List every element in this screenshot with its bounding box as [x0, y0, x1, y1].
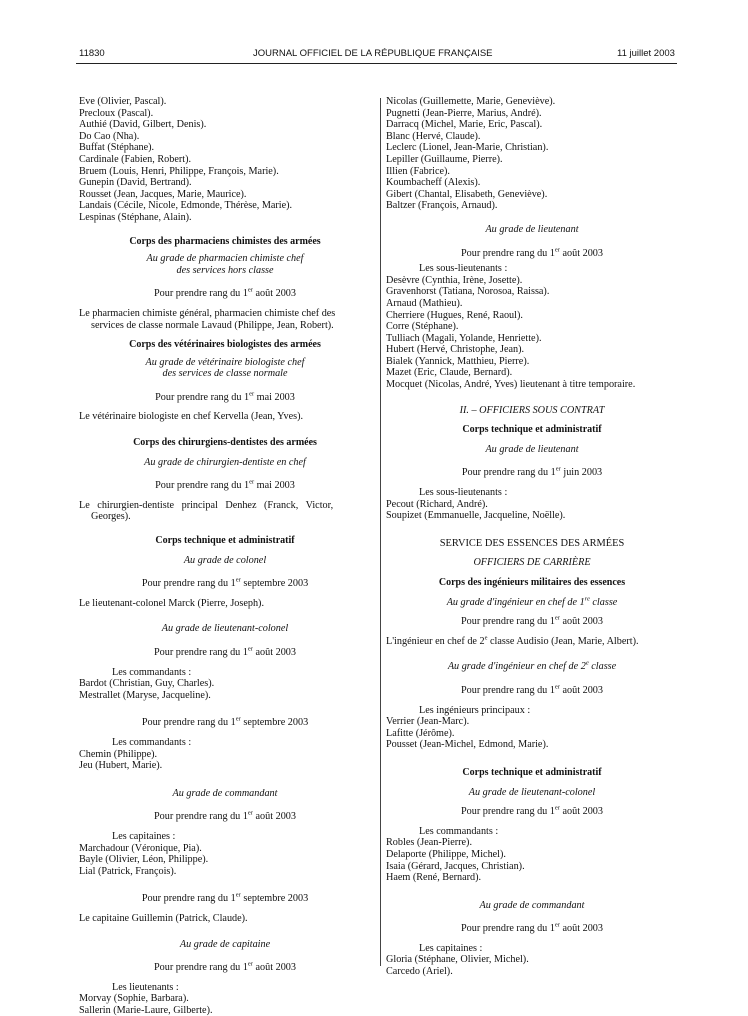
left-column [79, 96, 371, 1016]
decision-text [79, 308, 371, 331]
list-item: Blanc (Hervé, Claude). [386, 130, 481, 142]
group-label: Les commandants : [112, 666, 192, 678]
rank-date: Pour prendre rang du 1er août 2003 [153, 809, 296, 823]
rank-date: Pour prendre rang du 1er septembre 2003 [141, 891, 309, 905]
list-item: Pugnetti (Jean-Pierre, Marius, André). [386, 107, 542, 119]
rank-date: Pour prendre rang du 1er septembre 2003 [141, 715, 309, 729]
section-heading: Corps des chirurgiens-dentistes des armées [133, 437, 317, 449]
list-item: Lafitte (Jérôme). [386, 727, 455, 739]
decision-text: Le vétérinaire biologiste en chef Kervella (Jean, Yves). [79, 411, 304, 423]
list-item: Darracq (Michel, Marie, Eric, Pascal). [386, 119, 543, 131]
decision-text: Le lieutenant-colonel Marck (Pierre, Joseph). [79, 597, 265, 609]
list-item: Gibert (Chantal, Elisabeth, Geneviève). [386, 188, 548, 200]
rank-date: Pour prendre rang du 1er août 2003 [153, 286, 296, 300]
grade-heading: Au grade d'ingénieur en chef de 1re classe [446, 595, 618, 608]
page-header [0, 48, 748, 62]
name-list [79, 749, 371, 772]
list-item: Isaia (Gérard, Jacques, Christian). [386, 860, 525, 872]
grade-heading: Au grade de commandant [479, 899, 585, 911]
list-item: Bayle (Olivier, Léon, Philippe). [79, 854, 209, 866]
list-item: Bardot (Christian, Guy, Charles). [79, 678, 215, 690]
name-list [79, 843, 371, 878]
list-item: Carcedo (Ariel). [386, 966, 453, 978]
list-item: Mocquet (Nicolas, André, Yves) lieutenant à titre temporaire. [386, 379, 636, 391]
text-line: Le pharmacien chimiste général, pharmacien chimiste chef des [79, 307, 336, 319]
rank-date: Pour prendre rang du 1er août 2003 [460, 921, 603, 935]
grade-heading: Au grade de capitaine [179, 938, 271, 950]
list-item: Pecout (Richard, André). [386, 498, 488, 510]
rank-date: Pour prendre rang du 1er septembre 2003 [141, 576, 309, 590]
list-item: Gunepin (David, Bertrand). [79, 177, 192, 189]
list-item: Illien (Fabrice). [386, 165, 450, 177]
officers-heading: OFFICIERS DE CARRIÈRE [473, 557, 591, 569]
section-heading: Corps technique et administratif [462, 424, 602, 436]
grade-line: des services de classe normale [162, 368, 288, 380]
list-item: Tulliach (Magali, Yolande, Henriette). [386, 332, 542, 344]
right-column [386, 96, 678, 978]
text-line: Le chirurgien-dentiste principal Denhez (Franck, Victor, [79, 499, 334, 511]
rank-date: Pour prendre rang du 1er mai 2003 [155, 390, 295, 403]
section-heading: Corps des ingénieurs militaires des essences [438, 577, 626, 588]
list-item: Cardinale (Fabien, Robert). [79, 153, 192, 165]
list-item: Corre (Stéphane). [386, 321, 459, 333]
list-item: Do Cao (Nha). [79, 130, 140, 142]
grade-heading: Au grade de lieutenant-colonel [161, 623, 289, 635]
name-list [386, 716, 678, 751]
name-list [386, 275, 678, 391]
list-item: Sallerin (Marie-Laure, Gilberte). [79, 1004, 213, 1016]
grade-line: des services hors classe [176, 264, 274, 276]
name-list [386, 96, 678, 212]
rank-date: Pour prendre rang du 1er août 2003 [460, 614, 603, 628]
list-item: Lial (Patrick, François). [79, 865, 177, 877]
grade-line: Au grade de pharmacien chimiste chef [146, 253, 304, 265]
group-label: Les commandants : [419, 825, 499, 837]
group-label: Les commandants : [112, 736, 192, 748]
rank-date: Pour prendre rang du 1er août 2003 [153, 645, 296, 658]
list-item: Gravenhorst (Tatiana, Norosoa, Raissa). [386, 286, 550, 298]
group-label: Les lieutenants : [112, 981, 179, 993]
rank-date: Pour prendre rang du 1er août 2003 [460, 246, 603, 259]
list-item: Hubert (Hervé, Christophe, Jean). [386, 344, 525, 356]
page-number: 11830 [79, 48, 105, 59]
name-list [79, 96, 371, 224]
list-item: Mazet (Eric, Claude, Bernard). [386, 367, 513, 379]
section-heading: Corps technique et administratif [462, 766, 602, 778]
list-item: Morvay (Sophie, Barbara). [79, 993, 189, 1005]
grade-heading: Au grade de colonel [183, 554, 267, 566]
group-label: Les sous-lieutenants : [419, 263, 508, 275]
grade-heading: Au grade de lieutenant [485, 223, 579, 235]
name-list [79, 993, 371, 1016]
grade-heading: Au grade de lieutenant [485, 443, 579, 455]
grade-heading [79, 253, 371, 276]
text-line: Georges). [91, 511, 131, 523]
grade-heading: Au grade d'ingénieur en chef de 2e classe [447, 659, 617, 673]
list-item: Lepiller (Guillaume, Pierre). [386, 153, 503, 165]
rank-date: Pour prendre rang du 1er août 2003 [460, 804, 603, 818]
grade-heading: Au grade de commandant [172, 787, 278, 799]
grade-heading: Au grade de lieutenant-colonel [468, 786, 596, 798]
list-item: Haem (René, Bernard). [386, 872, 482, 884]
list-item: Baltzer (François, Arnaud). [386, 200, 498, 212]
journal-title: JOURNAL OFFICIEL DE LA RÉPUBLIQUE FRANÇAISE [253, 48, 493, 59]
section-heading: II. – OFFICIERS SOUS CONTRAT [459, 404, 605, 416]
name-list [386, 499, 678, 522]
list-item: Precloux (Pascal). [79, 107, 154, 119]
grade-heading: Au grade de chirurgien-dentiste en chef [144, 456, 306, 468]
list-item: Nicolas (Guillemette, Marie, Geneviève). [386, 96, 556, 107]
list-item: Pousset (Jean-Michel, Edmond, Marie). [386, 739, 549, 751]
list-item: Cherriere (Hugues, René, Raoul). [386, 309, 523, 321]
list-item: Mestrallet (Maryse, Jacqueline). [79, 689, 211, 701]
header-rule [76, 63, 677, 64]
section-heading: Corps des vétérinaires biologistes des armées [129, 339, 321, 351]
grade-heading [79, 357, 371, 380]
list-item: Rousset (Jean, Jacques, Marie, Maurice). [79, 188, 247, 200]
list-item: Buffat (Stéphane). [79, 142, 155, 154]
issue-date: 11 juillet 2003 [617, 48, 675, 59]
list-item: Landais (Cécile, Nicole, Edmonde, Thérèse, Marie). [79, 200, 293, 212]
decision-text: Le capitaine Guillemin (Patrick, Claude). [79, 912, 248, 924]
list-item: Desèvre (Cynthia, Irène, Josette). [386, 274, 523, 286]
list-item: Lespinas (Stéphane, Alain). [79, 211, 192, 223]
list-item: Koumbacheff (Alexis). [386, 177, 481, 189]
rank-date: Pour prendre rang du 1er juin 2003 [461, 466, 603, 479]
list-item: Arnaud (Mathieu). [386, 297, 463, 309]
name-list [386, 954, 678, 977]
column-divider [380, 98, 381, 966]
list-item: Gloria (Stéphane, Olivier, Michel). [386, 954, 529, 966]
list-item: Authié (David, Gilbert, Denis). [79, 119, 207, 131]
list-item: Bruem (Louis, Henri, Philippe, François, Marie). [79, 165, 279, 177]
rank-date: Pour prendre rang du 1er mai 2003 [155, 478, 295, 492]
list-item: Eve (Olivier, Pascal). [79, 96, 167, 107]
decision-text [79, 500, 371, 523]
group-label: Les capitaines : [112, 830, 176, 842]
name-list [386, 837, 678, 883]
rank-date: Pour prendre rang du 1er août 2003 [153, 960, 296, 974]
section-heading: Corps technique et administratif [155, 535, 295, 547]
grade-line: Au grade de vétérinaire biologiste chef [145, 356, 305, 368]
list-item: Soupizet (Emmanuelle, Jacqueline, Noëlle). [386, 510, 566, 522]
list-item: Jeu (Hubert, Marie). [79, 760, 163, 772]
list-item: Leclerc (Lionel, Jean-Marie, Christian). [386, 142, 549, 154]
group-label: Les sous-lieutenants : [419, 487, 508, 499]
decision-text: L'ingénieur en chef de 2e classe Audisio (Jean, Marie, Albert). [386, 634, 639, 647]
list-item: Delaporte (Philippe, Michel). [386, 848, 506, 860]
group-label: Les capitaines : [419, 942, 483, 954]
text-line: services de classe normale Lavaud (Philippe, Jean, Robert). [91, 319, 334, 331]
service-heading: SERVICE DES ESSENCES DES ARMÉES [439, 537, 625, 549]
list-item: Marchadour (Véronique, Pia). [79, 842, 202, 854]
list-item: Robles (Jean-Pierre). [386, 837, 472, 849]
name-list [79, 678, 371, 701]
list-item: Verrier (Jean-Marc). [386, 716, 470, 728]
list-item: Bialek (Yannick, Matthieu, Pierre). [386, 355, 530, 367]
rank-date: Pour prendre rang du 1er août 2003 [460, 683, 603, 696]
group-label: Les ingénieurs principaux : [419, 704, 531, 716]
list-item: Chemin (Philippe). [79, 748, 158, 760]
section-heading: Corps des pharmaciens chimistes des armées [129, 235, 321, 247]
